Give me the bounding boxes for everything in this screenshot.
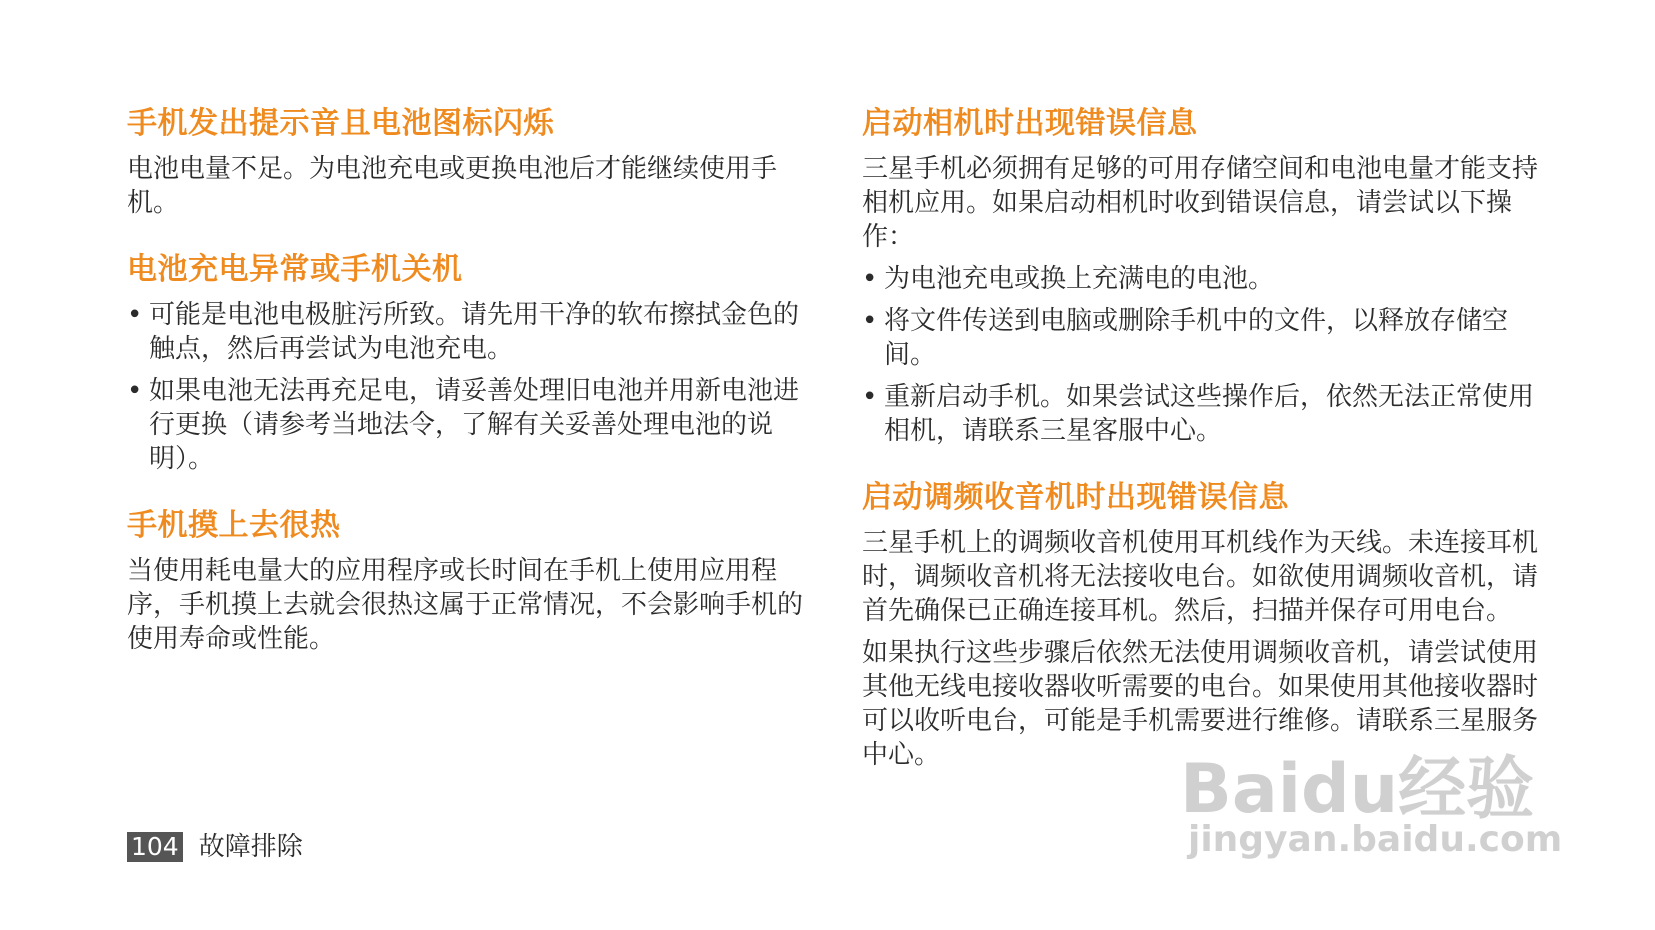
section-heading: 电池充电异常或手机关机 xyxy=(127,252,463,287)
list-item-text: 如果电池无法再充足电，请妥善处理旧电池并用新电池进行更换（请参考当地法令，了解有关妥善处理电池的说明）。 xyxy=(149,376,800,474)
section-text: 三星手机上的调频收音机使用耳机线作为天线。未连接耳机时，调频收音机将无法接收电台。如欲使用调频收音机，请首先确保已正确连接耳机。然后，扫描并保存可用电台。 xyxy=(862,528,1539,626)
list-item-text: 将文件传送到电脑或删除手机中的文件，以释放存储空间。 xyxy=(884,306,1509,370)
section-camera-error xyxy=(862,104,1542,448)
bullet-icon: • xyxy=(862,382,878,412)
section-heading: 手机发出提示音且电池图标闪烁 xyxy=(127,106,554,141)
page-footer xyxy=(127,832,303,862)
section-heading: 启动相机时出现错误信息 xyxy=(862,106,1198,141)
bullet-list xyxy=(862,262,1542,448)
section-battery-alert xyxy=(127,104,807,220)
section-charging-issue xyxy=(127,250,807,476)
watermark-url: jingyan.baidu.com xyxy=(1188,819,1563,860)
section-radio-error xyxy=(862,478,1542,772)
list-item xyxy=(862,262,1542,296)
section-heading: 手机摸上去很热 xyxy=(127,508,341,543)
list-item-text: 重新启动手机。如果尝试这些操作后，依然无法正常使用相机，请联系三星客服中心。 xyxy=(884,382,1535,446)
section-phone-hot xyxy=(127,506,807,656)
bullet-icon: • xyxy=(862,306,878,336)
section-text: 当使用耗电量大的应用程序或长时间在手机上使用应用程序，手机摸上去就会很热这属于正常情况，不会影响手机的使用寿命或性能。 xyxy=(127,556,804,654)
list-item xyxy=(862,304,1542,372)
left-column xyxy=(127,104,807,686)
section-heading: 启动调频收音机时出现错误信息 xyxy=(862,480,1289,515)
page-number: 104 xyxy=(127,832,183,862)
section-text: 电池电量不足。为电池充电或更换电池后才能继续使用手机。 xyxy=(127,154,778,218)
section-text: 如果执行这些步骤后依然无法使用调频收音机，请尝试使用其他无线电接收器收听需要的电台。如果使用其他接收器时可以收听电台，可能是手机需要进行维修。请联系三星服务中心。 xyxy=(862,638,1539,770)
watermark-brand: Baidu经验 xyxy=(1180,750,1535,829)
section-text: 三星手机必须拥有足够的可用存储空间和电池电量才能支持相机应用。如果启动相机时收到错误信息，请尝试以下操作： xyxy=(862,154,1539,252)
list-item xyxy=(127,298,807,366)
list-item xyxy=(862,380,1542,448)
bullet-list xyxy=(127,298,807,476)
list-item-text: 为电池充电或换上充满电的电池。 xyxy=(884,264,1275,294)
baidu-watermark xyxy=(1180,735,1580,875)
footer-section-title: 故障排除 xyxy=(198,832,303,862)
bullet-icon: • xyxy=(127,300,143,330)
right-column xyxy=(862,104,1542,802)
bullet-icon: • xyxy=(127,376,143,406)
list-item xyxy=(127,374,807,476)
list-item-text: 可能是电池电极脏污所致。请先用干净的软布擦拭金色的触点，然后再尝试为电池充电。 xyxy=(149,300,800,364)
bullet-icon: • xyxy=(862,264,878,294)
